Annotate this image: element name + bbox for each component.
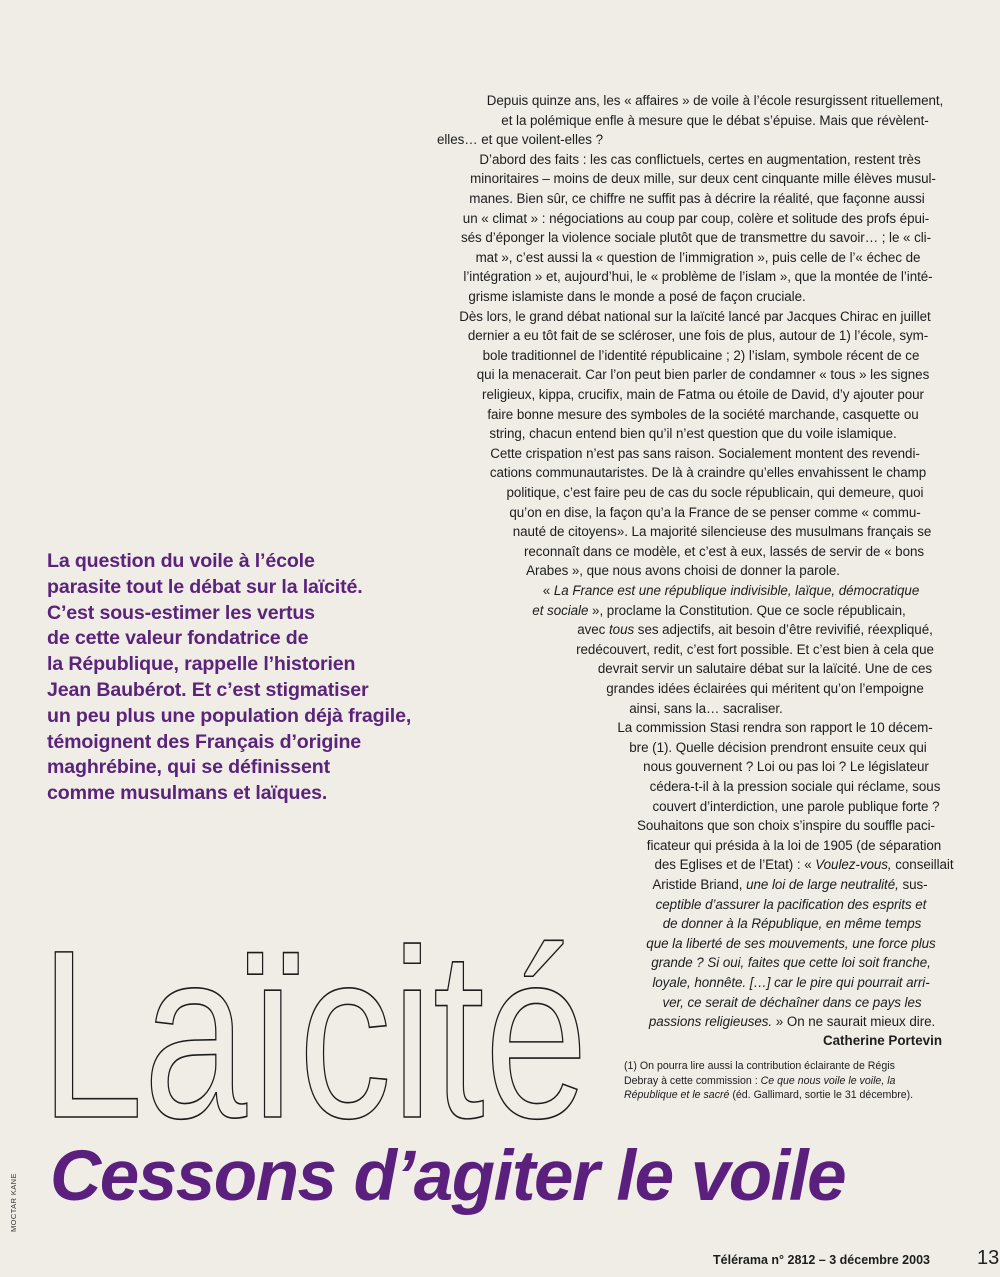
article-text-run: string, chacun entend bien qu’il n’est question que du voile islamique. xyxy=(489,426,897,442)
article-line-text xyxy=(629,738,926,758)
article-italic-run: Voulez-vous, xyxy=(815,857,892,873)
article-line-text xyxy=(501,111,928,131)
publication-footer: Télérama n° 2812 – 3 décembre 2003 xyxy=(713,1253,930,1267)
article-line-text xyxy=(650,777,941,797)
article-text-run: nauté de citoyens». La majorité silencieuse des musulmans français se xyxy=(512,524,932,540)
page-number: 13 xyxy=(977,1247,1000,1269)
article-italic-run: et sociale xyxy=(532,602,589,618)
footnote xyxy=(624,1059,954,1103)
intro-line: la République, rappelle l’historien xyxy=(47,653,356,676)
article-line-text xyxy=(463,267,932,287)
article-line-text xyxy=(652,797,939,817)
footnote-text-run: (éd. Gallimard, sortie le 31 décembre). xyxy=(729,1089,914,1102)
article-line-text xyxy=(487,405,918,425)
section-title-text: Laïcité xyxy=(40,900,588,1135)
article-text-run: devrait servir un salutaire débat sur la laïcité. Une de ces xyxy=(597,661,933,677)
article-line-text xyxy=(617,718,932,738)
article-line-text xyxy=(479,150,920,170)
article-text-run: La commission Stasi rendra son rapport le 10 décem- xyxy=(617,720,933,736)
article-text-run: bole traditionnel de l’identité républicaine ; 2) l’islam, symbole récent de ce xyxy=(482,347,920,363)
intro-line: La question du voile à l’école xyxy=(47,550,315,572)
article-text-run: avec xyxy=(577,622,609,638)
article-line-text xyxy=(656,895,927,915)
article-italic-run: ver, ce serait de déchaîner dans ce pays les xyxy=(662,994,922,1010)
article-italic-run: que la liberté de ses mouvements, une force plus xyxy=(646,935,936,951)
article-line-text xyxy=(577,620,933,640)
article-line-text xyxy=(483,346,920,366)
article-line-text xyxy=(576,640,934,660)
article-line-text xyxy=(598,659,932,679)
intro-line: C’est sous-estimer les vertus xyxy=(47,601,315,624)
article-line-text xyxy=(482,385,924,405)
article-text-run: Dès lors, le grand débat national sur la laïcité lancé par Jacques Chirac en juillet xyxy=(459,308,931,324)
article-text-run: Arabes », que nous avons choisi de donner la parole. xyxy=(526,563,840,579)
article-line-text xyxy=(637,816,935,836)
article-text-run: elles… et que voilent-elles ? xyxy=(436,132,604,148)
intro-line: parasite tout le débat sur la laïcité. xyxy=(47,575,363,598)
article-italic-run: tous xyxy=(609,622,635,638)
article-line-text xyxy=(655,855,954,875)
intro-lead xyxy=(47,549,447,807)
article-line-text xyxy=(629,699,782,719)
article-line-text xyxy=(490,463,926,483)
article-line-text xyxy=(662,993,921,1013)
article-text-run: conseillait xyxy=(891,857,954,873)
article-line-text xyxy=(490,444,920,464)
article-text-run: minoritaires – moins de deux mille, sur deux cent cinquante mille élèves musul- xyxy=(470,171,936,187)
article-text-run: politique, c’est faire peu de cas du socle républicain, qui demeure, quoi xyxy=(506,485,924,500)
article-text-run: Aristide Briand, xyxy=(652,877,747,892)
intro-line: de cette valeur fondatrice de xyxy=(47,627,309,650)
intro-line: un peu plus une population déjà fragile, xyxy=(47,704,412,727)
article-text-run: D’abord des faits : les cas conflictuels, certes en augmentation, restent très xyxy=(479,151,921,167)
article-text-run: cédera-t-il à la pression sociale qui réclame, sous xyxy=(649,779,941,794)
article-text-run: mat », c’est aussi la « question de l’immigration », puis celle de l’« échec de xyxy=(475,249,921,265)
article-text-run: ses adjectifs, ait besoin d’être revivifié, réexpliqué, xyxy=(634,622,933,638)
article-text-run: ainsi, sans la… sacraliser. xyxy=(629,700,783,716)
article-text-run: grandes idées éclairées qui méritent qu’on l’empoigne xyxy=(606,681,924,696)
article-line-text xyxy=(643,757,929,777)
author-signature: Catherine Portevin xyxy=(822,1033,942,1048)
footnote-line xyxy=(624,1074,954,1089)
article-text-run: ficateur qui présida à la loi de 1905 (de séparation xyxy=(646,837,942,853)
article-line-text xyxy=(477,365,929,385)
article-line-text xyxy=(513,522,932,542)
article-text-run: dernier a eu tôt fait de se scléroser, une fois de plus, autour de 1) l’école, sym- xyxy=(467,328,929,344)
article-line-text xyxy=(463,209,929,229)
article-line-text xyxy=(507,483,924,503)
article-text-run: l’intégration » et, aujourd’hui, le « problème de l’islam », que la montée de l’inté- xyxy=(463,269,933,285)
headline: Cessons d’agiter le voile xyxy=(50,1137,846,1216)
article-text-run: redécouvert, redit, c’est fort possible. Et c’est bien à cela que xyxy=(576,641,934,657)
article-line-text xyxy=(489,424,896,444)
intro-line: Jean Baubérot. Et c’est stigmatiser xyxy=(47,678,369,701)
article-italic-run: de donner à la République, en même temps xyxy=(662,916,922,932)
article-text-run: Cette crispation n’est pas sans raison. Socialement montent des revendi- xyxy=(490,445,920,461)
intro-line: maghrébine, qui se définissent xyxy=(47,756,330,779)
article-line-text xyxy=(487,91,943,111)
article-line-text xyxy=(468,287,805,307)
article-line-text xyxy=(532,601,905,621)
article-text-run: grisme islamiste dans le monde a posé de façon cruciale. xyxy=(468,289,806,304)
article-text-run: Depuis quinze ans, les « affaires » de voile à l’école resurgissent rituellement, xyxy=(486,93,944,108)
footnote-italic-run: République et le sacré xyxy=(624,1089,730,1102)
footnote-line xyxy=(624,1088,954,1103)
intro-line: comme musulmans et laïques. xyxy=(47,782,328,805)
article-line-text xyxy=(437,130,603,150)
article-line-text xyxy=(649,1012,935,1032)
article-text-run: », proclame la Constitution. Que ce socle républicain, xyxy=(588,602,906,618)
article-line-text xyxy=(470,169,936,189)
article-line-text xyxy=(663,914,922,934)
article-text-run: reconnaît dans ce modèle, et c’est à eux, lassés de servir de « bons xyxy=(523,543,925,559)
article-text-run: faire bonne mesure des symboles de la société marchande, casquette ou xyxy=(487,406,919,422)
article-text-run: sus- xyxy=(898,877,928,892)
photo-credit: MOCTAR KANE xyxy=(9,1173,18,1232)
article-line-text xyxy=(461,228,931,248)
article-text-run: nous gouvernent ? Loi ou pas loi ? Le législateur xyxy=(643,759,929,775)
article-italic-run: passions religieuses. xyxy=(648,1014,773,1030)
article-line-text xyxy=(647,836,941,856)
article-text-run: manes. Bien sûr, ce chiffre ne suffit pas à décrire la réalité, que façonne aussi xyxy=(469,191,925,206)
article-text-run: qu’on en dise, la façon qu’a la France de se penser comme « commu- xyxy=(509,504,921,520)
article-line-text xyxy=(646,934,935,954)
article-text-run: qui la menacerait. Car l’on peut bien parler de condamner « tous » les signes xyxy=(476,367,930,383)
article-text-run: et la polémique enfle à mesure que le débat s’épuise. Mais que révèlent- xyxy=(501,112,929,128)
article-line-text xyxy=(651,953,931,973)
section-title-outline xyxy=(40,895,600,1135)
article-italic-run: La France est une république indivisible, laïque, démocratique xyxy=(553,583,920,598)
article-text-run: des Eglises et de l’Etat) : « xyxy=(654,857,816,873)
footnote-line xyxy=(624,1059,954,1074)
article-text-run: couvert d’interdiction, une parole publique forte ? xyxy=(652,798,940,814)
article-italic-run: loyale, honnête. […] car le pire qui pourrait arri- xyxy=(652,975,930,990)
article-text-run: un « climat » : négociations au coup par coup, colère et solitude des profs épui- xyxy=(462,210,930,226)
article-line-text xyxy=(524,542,924,562)
footnote-italic-run: Ce que nous voile le voile, la xyxy=(760,1074,896,1087)
article-line-text xyxy=(509,503,920,523)
article-text-run: « xyxy=(542,583,554,598)
article-text-run: religieux, kippa, crucifix, main de Fatma ou étoile de David, d’y ajouter pour xyxy=(482,387,924,402)
article-line-text xyxy=(606,679,923,699)
article-text-run: » On ne saurait mieux dire. xyxy=(772,1014,936,1030)
footnote-text-run: (1) On pourra lire aussi la contribution éclairante de Régis xyxy=(624,1060,895,1072)
article-line-text xyxy=(476,248,921,268)
footnote-text-run: Debray à cette commission : xyxy=(624,1074,761,1087)
article-italic-run: ceptible d’assurer la pacification des esprits et xyxy=(655,896,927,912)
article-line-text xyxy=(543,581,919,601)
article-text-run: Souhaitons que son choix s’inspire du souffle paci- xyxy=(637,818,935,834)
article-line-text xyxy=(652,875,927,895)
article-italic-run: une loi de large neutralité, xyxy=(746,877,899,892)
article-text-run: cations communautaristes. De là à craindre qu’elles envahissent le champ xyxy=(489,465,927,481)
article-line-text xyxy=(469,189,924,209)
article-line-text xyxy=(526,561,840,581)
article-line-text xyxy=(652,973,929,993)
intro-line: témoignent des Français d’origine xyxy=(47,730,362,753)
article-text-run: sés d’éponger la violence sociale plutôt que de transmettre du savoir… ; le « cli- xyxy=(460,230,932,246)
article-text-run: bre (1). Quelle décision prendront ensuite ceux qui xyxy=(629,739,927,755)
article-italic-run: grande ? Si oui, faites que cette loi soit franche, xyxy=(651,955,931,971)
article-line-text xyxy=(468,326,928,346)
article-line-text xyxy=(459,307,930,327)
